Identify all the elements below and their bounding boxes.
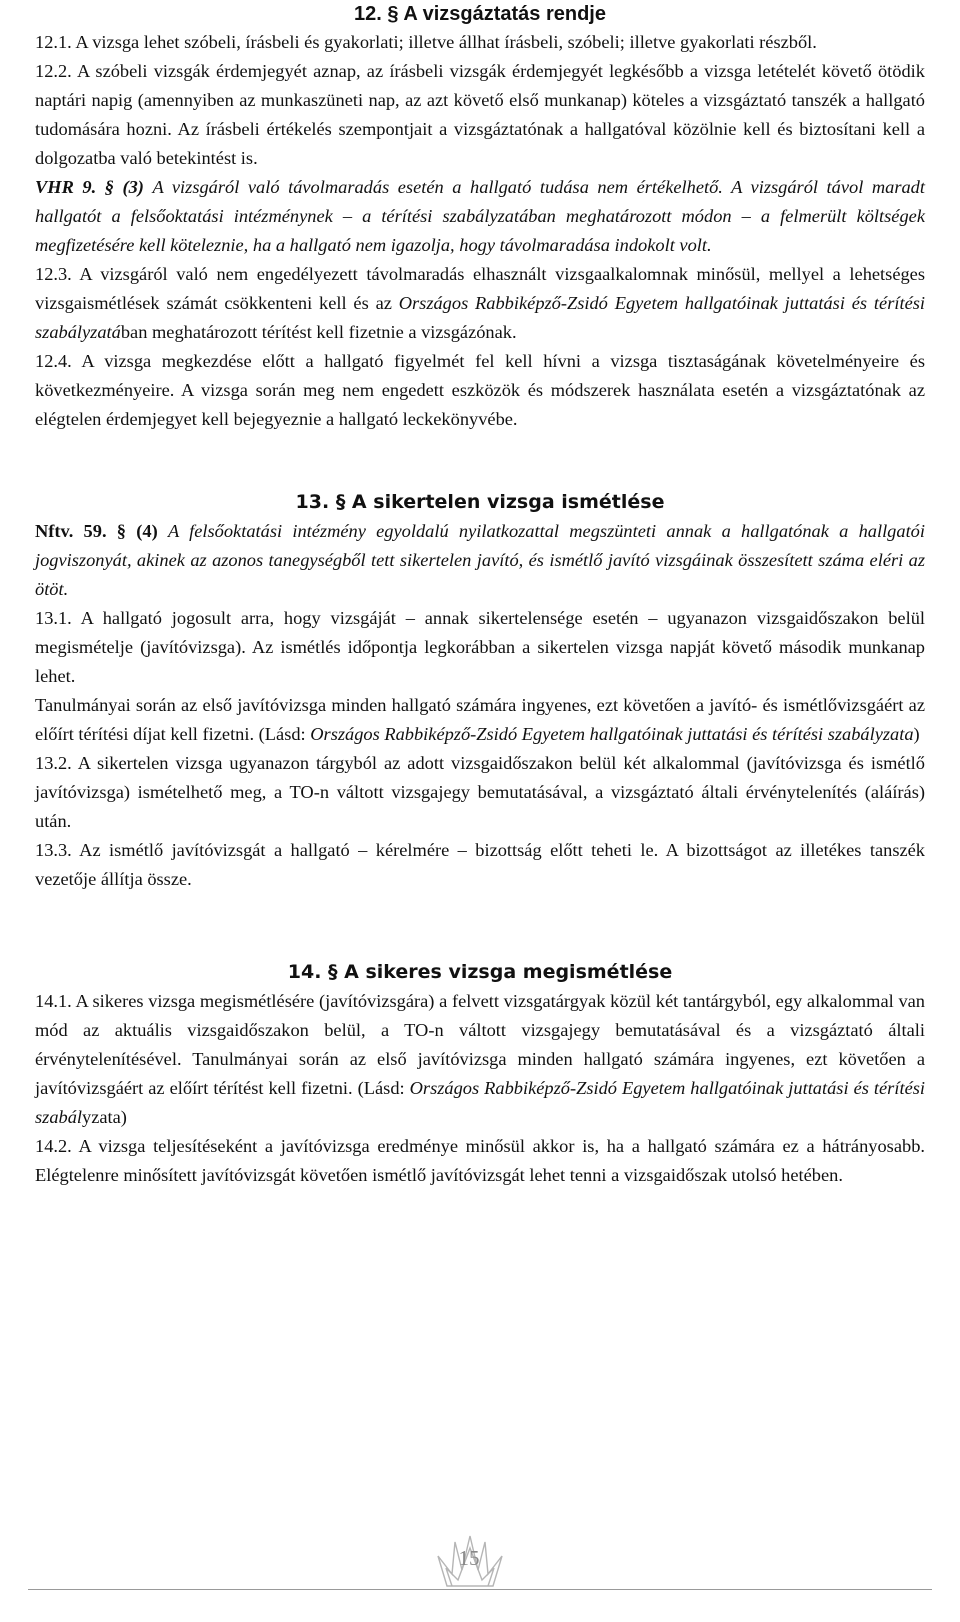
paragraph-12-2: 12.2. A szóbeli vizsgák érdemjegyét aznap, az írásbeli vizsgák érdemjegyét legkésőbb a vizsga letételét követő ötödik naptári napig (amennyiben az munkaszüneti nap, az azt követő első munkanap) köteles a vizsgáztató tanszék a hallgató tudomására hozni. Az írásbeli értékelés szempontjait a vizsgáztatónak a hallgatóval közölnie kell és biztosítani kell a dolgozatba való betekintést is. — [35, 61, 925, 168]
vhr-reference: VHR 9. § (3) — [35, 177, 144, 197]
nftv-reference: Nftv. 59. § (4) — [35, 521, 158, 541]
page-number: 15 — [458, 1546, 480, 1570]
paragraph-13-1: 13.1. A hallgató jogosult arra, hogy vizsgáját – annak sikertelensége esetén – ugyanazon vizsgaidőszakon belül megismételje (javítóvizsga). Az ismétlés időpontja legkorábban a sikertelen vizsga napját követő második munkanap lehet. — [35, 608, 925, 686]
paragraph-12-1: 12.1. A vizsga lehet szóbeli, írásbeli és gyakorlati; illetve állhat írásbeli, szóbeli; illetve gyakorlati részből. — [35, 32, 817, 52]
paragraph-14-2: 14.2. A vizsga teljesítéseként a javítóvizsga eredménye minősül akkor is, ha a hallgató számára ez a hátrányosabb. Elégtelenre minősített javítóvizsgát követően ismétlő javítóvizsgát lehet tenni a vizsgaidőszak utolsó hetében. — [35, 1136, 925, 1185]
paragraph-13-3: 13.3. Az ismétlő javítóvizsgát a hallgató – kérelmére – bizottság előtt teheti le. A bizottságot az illetékes tanszék vezetője állítja össze. — [35, 840, 925, 889]
paragraph-14-1 — [35, 987, 925, 1132]
paragraph-13-2: 13.2. A sikertelen vizsga ugyanazon tárgyból az adott vizsgaidőszakon belül két alkalommal (javítóvizsga és ismétlő javítóvizsga) ismételhető meg, a TO-n váltott vizsgajegy bemutatásával, a vizsgáztató általi érvénytelenítés (aláírás) után. — [35, 753, 925, 831]
section-12-title: 12. § A vizsgáztatás rendje — [354, 3, 606, 25]
regulation-reference: Országos Rabbiképző-Zsidó Egyetem hallgatóinak juttatási és térítési szabályzatá — [35, 293, 925, 342]
paragraph-12-4: 12.4. A vizsga megkezdése előtt a hallgató figyelmét fel kell hívni a vizsga tisztaságának követelményeire és következményeire. A vizsga során meg nem engedett eszközök és módszerek használata esetén a vizsgáztatónak az elégtelen érdemjegyet kell bejegyeznie a hallgató leckekönyvébe. — [35, 351, 925, 429]
footer-rule — [28, 1589, 932, 1590]
section-spacer — [35, 434, 925, 487]
paragraph-nftv — [35, 517, 925, 604]
paragraph-14-1-text: 14.1. A sikeres vizsga megismétlésére (javítóvizsgára) a felvett vizsgatárgyak közül két tantárgyból, egy alkalommal van mód az aktuális vizsgaidőszakon belül, a TO-n váltott vizsgajegy bemutatásával és a vizsgáztató általi érvénytelenítésével. Tanulmányai során az első javítóvizsga minden hallgató számára ingyenes, ezt követően a javítóvizsgáért az előírt térítést kell fizetni. (Lásd: — [35, 991, 925, 1098]
section-13-title: 13. § A sikertelen vizsga ismétlése — [295, 491, 665, 513]
regulation-reference: Országos Rabbiképző-Zsidó Egyetem hallgatóinak juttatási és térítési szabályzata — [310, 724, 914, 744]
paragraph-13-1b-text-end: ) — [913, 724, 920, 744]
section-spacer — [35, 894, 925, 957]
paragraph-12-3-text: 12.3. A vizsgáról való nem engedélyezett távolmaradás elhasznált vizsgaalkalomnak minősül, mellyel a lehetséges vizsgaismétlések számát csökkenteni kell és az — [35, 264, 925, 313]
regulation-reference: Országos Rabbiképző-Zsidó Egyetem hallgatóinak juttatási és térítési szabál — [35, 1078, 925, 1127]
paragraph-14-1-text-end: yzata) — [82, 1107, 127, 1127]
page-footer — [0, 1532, 960, 1602]
paragraph-vhr — [35, 173, 925, 260]
nftv-text: A felsőoktatási intézmény egyoldalú nyilatkozattal megszünteti annak a hallgatónak a hallgatói jogviszonyát, akinek az azonos tanegységből tett sikertelen javító, és ismétlő javító vizsgáinak összesített száma eléri az ötöt. — [35, 521, 925, 599]
paragraph-13-1b-text: Tanulmányai során az első javítóvizsga minden hallgató számára ingyenes, ezt követően a javító- és ismétlővizsgáért az előírt térítési díjat kell fizetni. (Lásd: — [35, 695, 925, 744]
paragraph-12-3 — [35, 260, 925, 347]
vhr-text: A vizsgáról való távolmaradás esetén a hallgató tudása nem értékelhető. A vizsgáról távol maradt hallgatót a felsőoktatási intézménynek – a térítési szabályzatában meghatározott módon – a felmerült költségek megfizetésére kell köteleznie, ha a hallgató nem igazolja, hogy távolmaradása indokolt volt. — [35, 177, 925, 255]
paragraph-12-3-text-end: ban meghatározott térítést kell fizetnie a vizsgázónak. — [120, 322, 517, 342]
document-page — [35, 0, 925, 1190]
section-14-title: 14. § A sikeres vizsga megismétlése — [287, 961, 673, 983]
paragraph-13-1b — [35, 691, 925, 749]
